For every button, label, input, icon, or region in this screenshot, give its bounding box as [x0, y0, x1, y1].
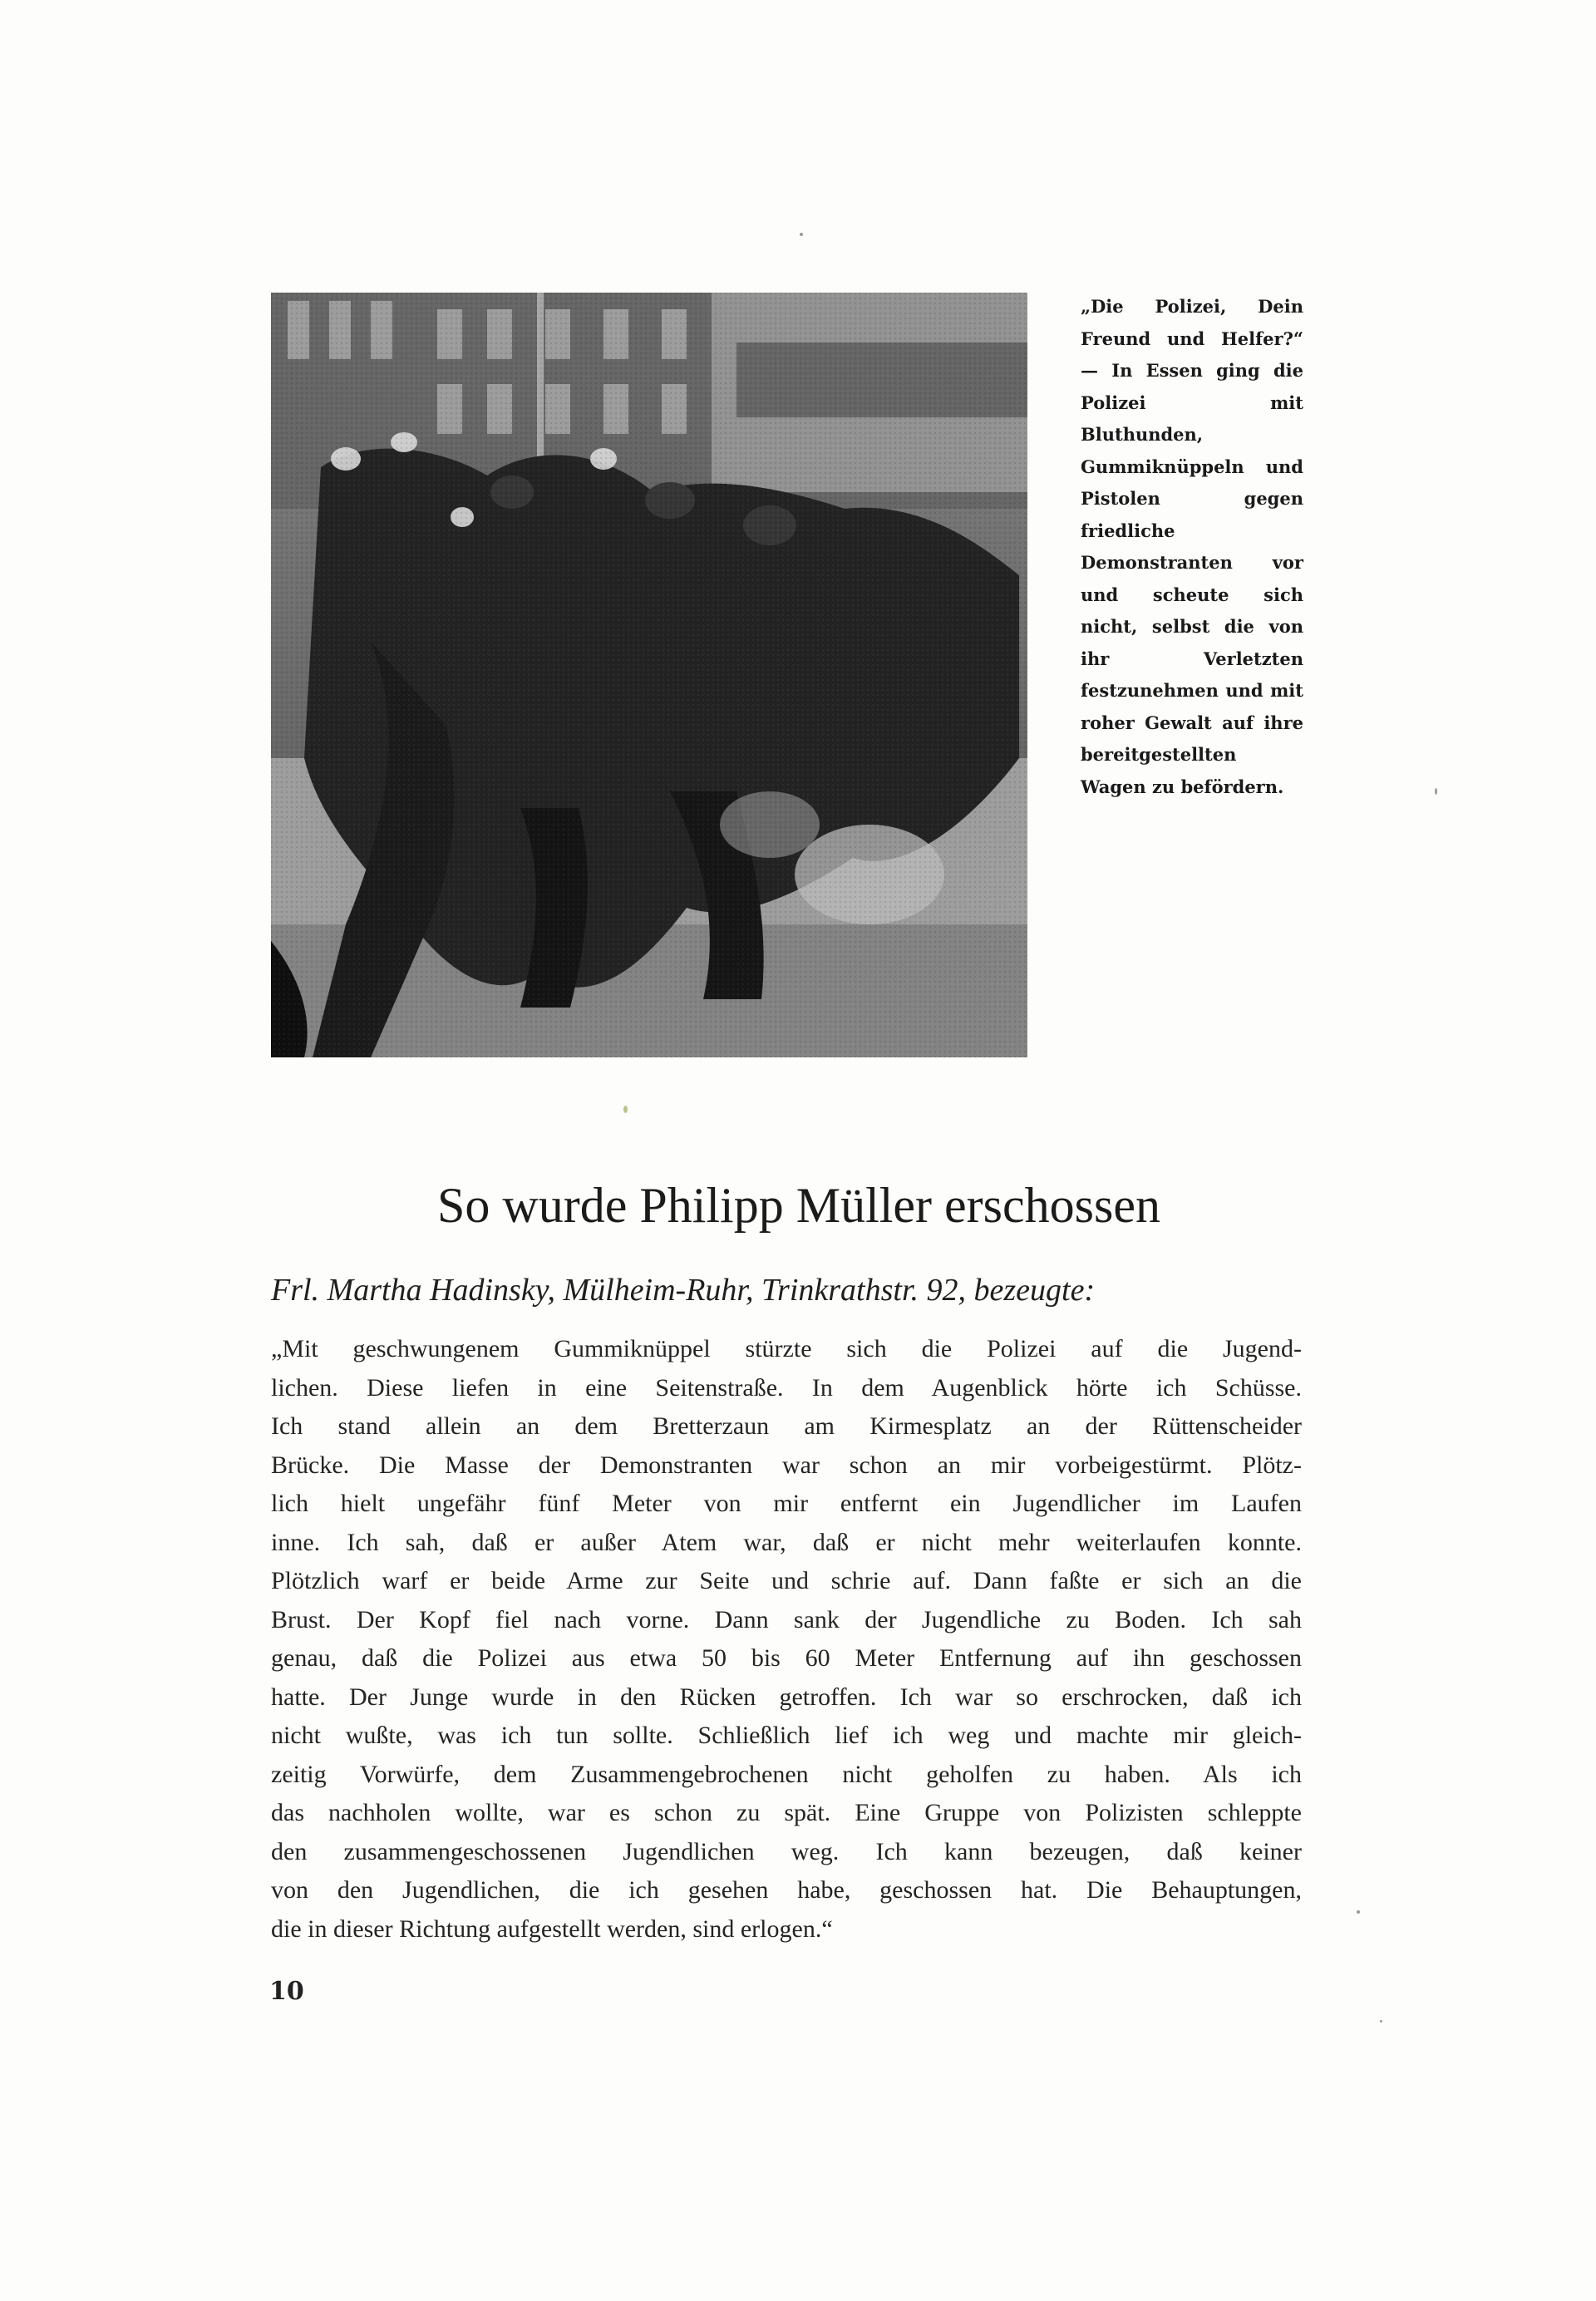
witness-attribution: Frl. Martha Hadinsky, Mülheim-Ruhr, Trinkrathstr. 92, bezeugte:: [271, 1273, 1096, 1308]
paper-speck: [800, 233, 803, 236]
testimony-line: das nachholen wollte, war es schon zu spät. Eine Gruppe von Polizisten schleppte: [271, 1799, 1302, 1826]
testimony-line: lichen. Diese liefen in eine Seitenstraße. In dem Augenblick hörte ich Schüsse.: [271, 1373, 1302, 1402]
testimony-line: inne. Ich sah, daß er außer Atem war, daß er nicht mehr weiterlaufen konnte.: [271, 1528, 1302, 1556]
press-photo-police-demonstrators-icon: [271, 293, 1027, 1057]
testimony-line: hatte. Der Junge wurde in den Rücken getroffen. Ich war so erschrocken, daß ich: [271, 1683, 1302, 1711]
testimony-line: lich hielt ungefähr fünf Meter von mir entfernt ein Jugendlicher im Laufen: [271, 1490, 1302, 1517]
testimony-line: „Mit geschwungenem Gummiknüppel stürzte sich die Polizei auf die Jugend-: [271, 1335, 1302, 1362]
testimony-line: Brust. Der Kopf fiel nach vorne. Dann sank der Jugendliche zu Boden. Ich sah: [271, 1605, 1302, 1633]
testimony-line: Brücke. Die Masse der Demonstranten war schon an mir vorbeigestürmt. Plötz-: [271, 1451, 1302, 1479]
paper-speck: [1435, 788, 1437, 795]
testimony-line: zeitig Vorwürfe, dem Zusammengebrochenen nicht geholfen zu haben. Als ich: [271, 1760, 1302, 1788]
page-number: 10: [269, 1977, 304, 2006]
testimony-line: Plötzlich warf er beide Arme zur Seite und schrie auf. Dann faßte er sich an die: [271, 1567, 1302, 1594]
article-headline: So wurde Philipp Müller erschossen: [437, 1178, 1160, 1233]
testimony-line: den zusammengeschossenen Jugendlichen weg. Ich kann bezeugen, daß keiner: [271, 1837, 1302, 1865]
testimony-line: von den Jugendlichen, die ich gesehen habe, geschossen hat. Die Behauptungen,: [271, 1876, 1302, 1904]
paper-speck: [1357, 1910, 1360, 1914]
testimony-line: genau, daß die Polizei aus etwa 50 bis 60 Meter Entfernung auf ihn geschossen: [271, 1644, 1302, 1672]
paper-speck: [623, 1106, 628, 1113]
testimony-text: [271, 1330, 1302, 1949]
testimony-line: die in dieser Richtung aufgestellt werden, sind erlogen.“: [271, 1914, 833, 1943]
photo-caption: „Die Polizei, Dein Freund und Helfer?“ — In Essen ging die Polizei mit Bluthunden, Gummiknüppeln und Pistolen gegen friedliche Demonstranten vor und scheute sich nicht, selbst die von ihr Verletzten festzunehmen und mit roher Gewalt auf ihre bereitgestellten Wagen zu befördern.: [1081, 296, 1303, 797]
testimony-line: nicht wußte, was ich tun sollte. Schließlich lief ich weg und machte mir gleich-: [271, 1722, 1302, 1749]
testimony-line: Ich stand allein an dem Bretterzaun am Kirmesplatz an der Rüttenscheider: [271, 1412, 1302, 1440]
press-photo: [271, 293, 1027, 1057]
paper-speck: [1380, 2020, 1382, 2023]
